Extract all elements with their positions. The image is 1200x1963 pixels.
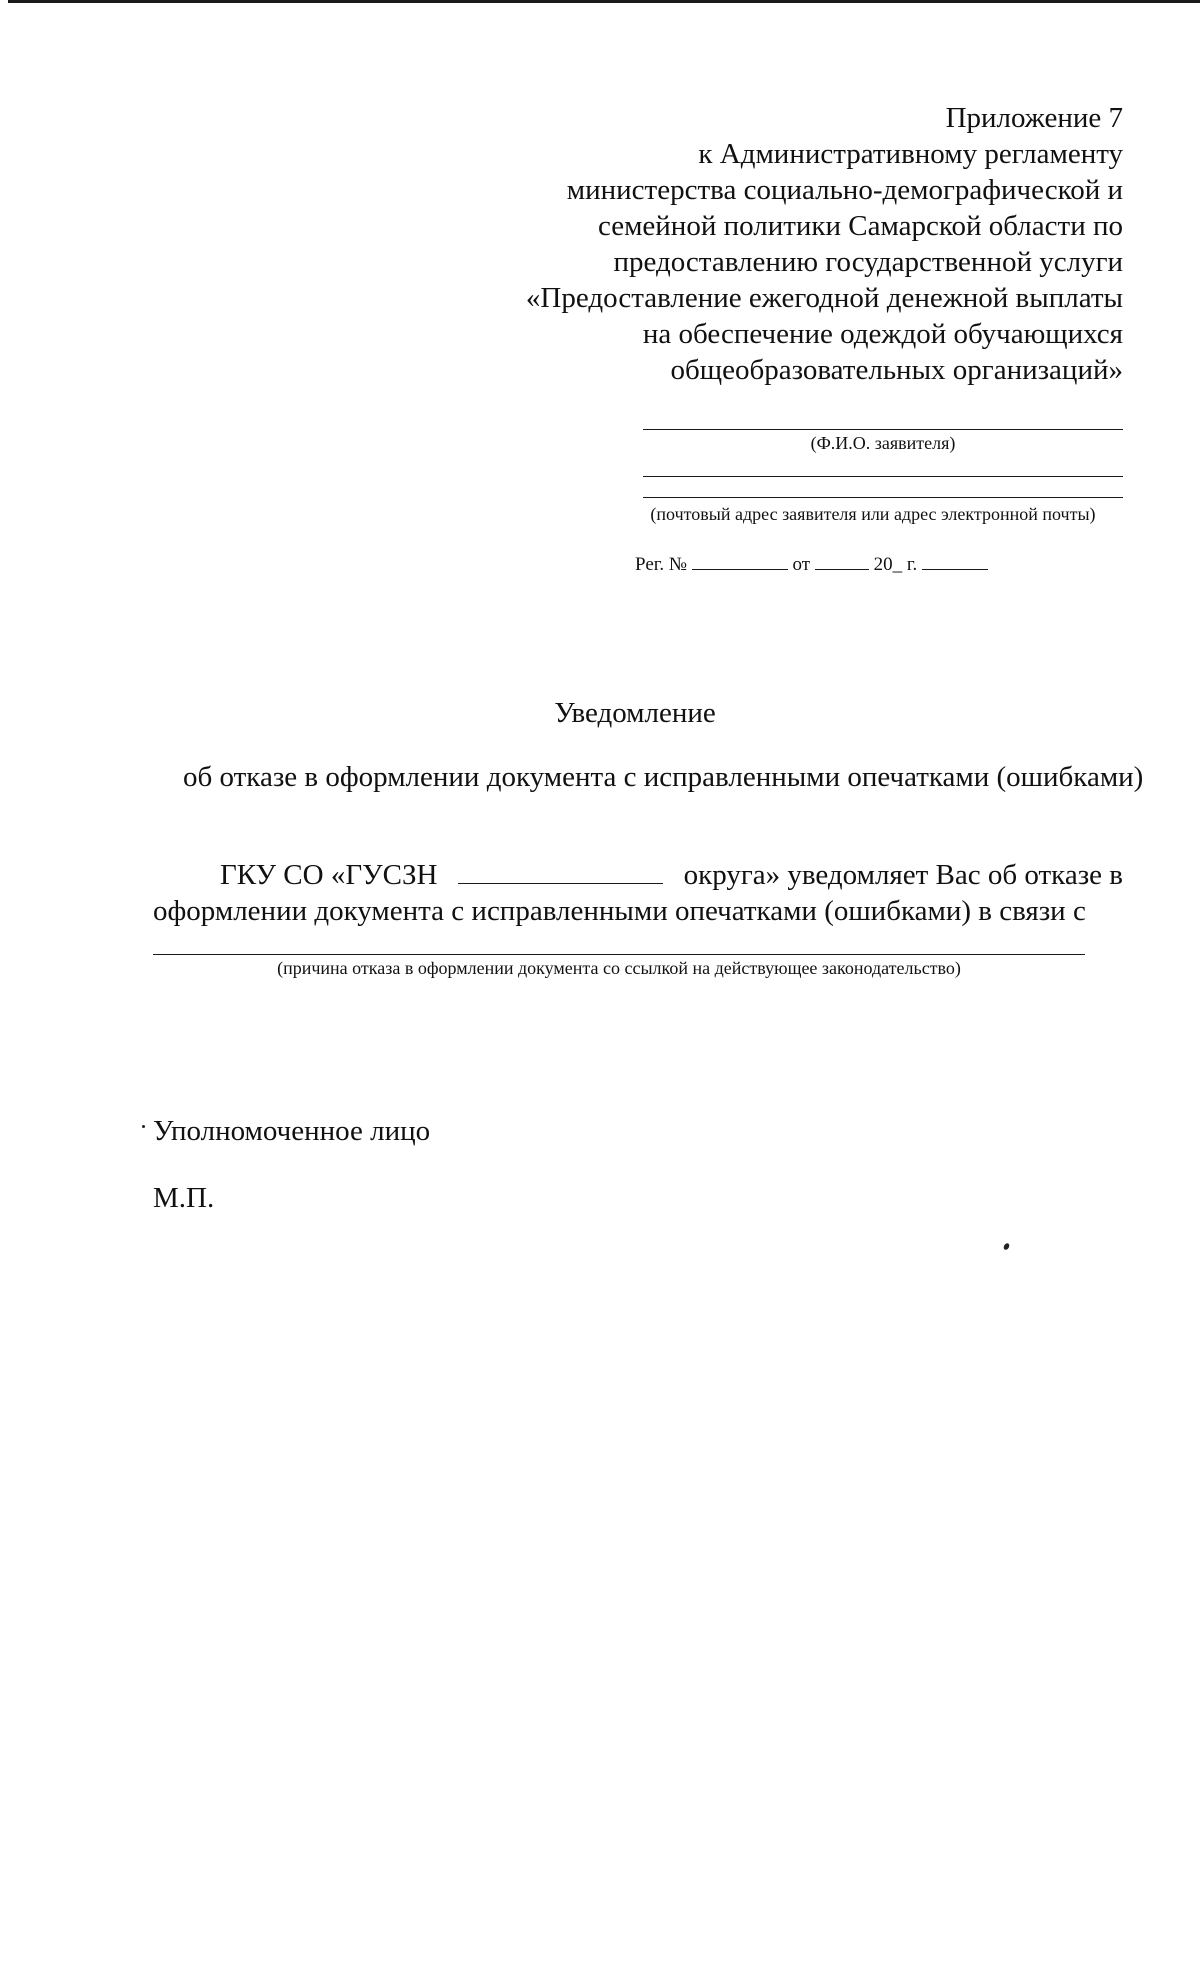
reg-number-blank [692, 551, 788, 570]
appendix-line: министерства социально-демографической и [566, 174, 1123, 206]
applicant-name-line [643, 429, 1123, 430]
reg-from-label: от [792, 554, 811, 575]
reason-caption: (причина отказа в оформлении документа со ссылкой на действующее законодательство) [277, 958, 961, 978]
notice-body-line: оформлении документа с исправленными опечатками (ошибками) в связи с [153, 895, 1086, 927]
applicant-name-caption: (Ф.И.О. заявителя) [810, 433, 956, 453]
notice-body-line [153, 857, 1123, 893]
scan-speck [142, 1125, 145, 1128]
scan-speck [1003, 1242, 1011, 1251]
district-blank [458, 857, 663, 884]
applicant-address-line [643, 476, 1123, 477]
applicant-address-line [643, 497, 1123, 498]
reason-line [153, 954, 1085, 955]
registration-row [635, 551, 988, 577]
appendix-line: общеобразовательных организаций» [670, 354, 1123, 386]
appendix-line: к Административному регламенту [698, 138, 1123, 170]
appendix-line: семейной политики Самарской области по [597, 210, 1123, 242]
appendix-line: на обеспечение одеждой обучающихся [642, 318, 1123, 350]
appendix-line: Приложение 7 [945, 102, 1123, 134]
notice-subtitle: об отказе в оформлении документа с исправленными опечатками (ошибками) [183, 761, 1144, 793]
scan-edge [8, 0, 1200, 3]
reg-number-label: Рег. № [635, 554, 688, 575]
appendix-header [500, 100, 1123, 388]
notice-body [153, 857, 1123, 929]
notice-title: Уведомление [554, 697, 716, 729]
notice-body-start: ГКУ СО «ГУСЗН [220, 859, 438, 891]
appendix-line: «Предоставление ежегодной денежной выплаты [525, 282, 1123, 314]
stamp-place-label: М.П. [153, 1182, 215, 1214]
authorized-person-label: Уполномоченное лицо [153, 1115, 431, 1147]
reg-year-label: 20_ г. [873, 554, 918, 575]
reg-date-blank [815, 551, 869, 570]
notice-body-middle: округа» уведомляет Вас об отказе в [683, 859, 1123, 891]
appendix-line: предоставлению государственной услуги [613, 246, 1123, 278]
reg-year-blank [922, 551, 988, 570]
applicant-address-caption: (почтовый адрес заявителя или адрес электронной почты) [650, 504, 1096, 524]
